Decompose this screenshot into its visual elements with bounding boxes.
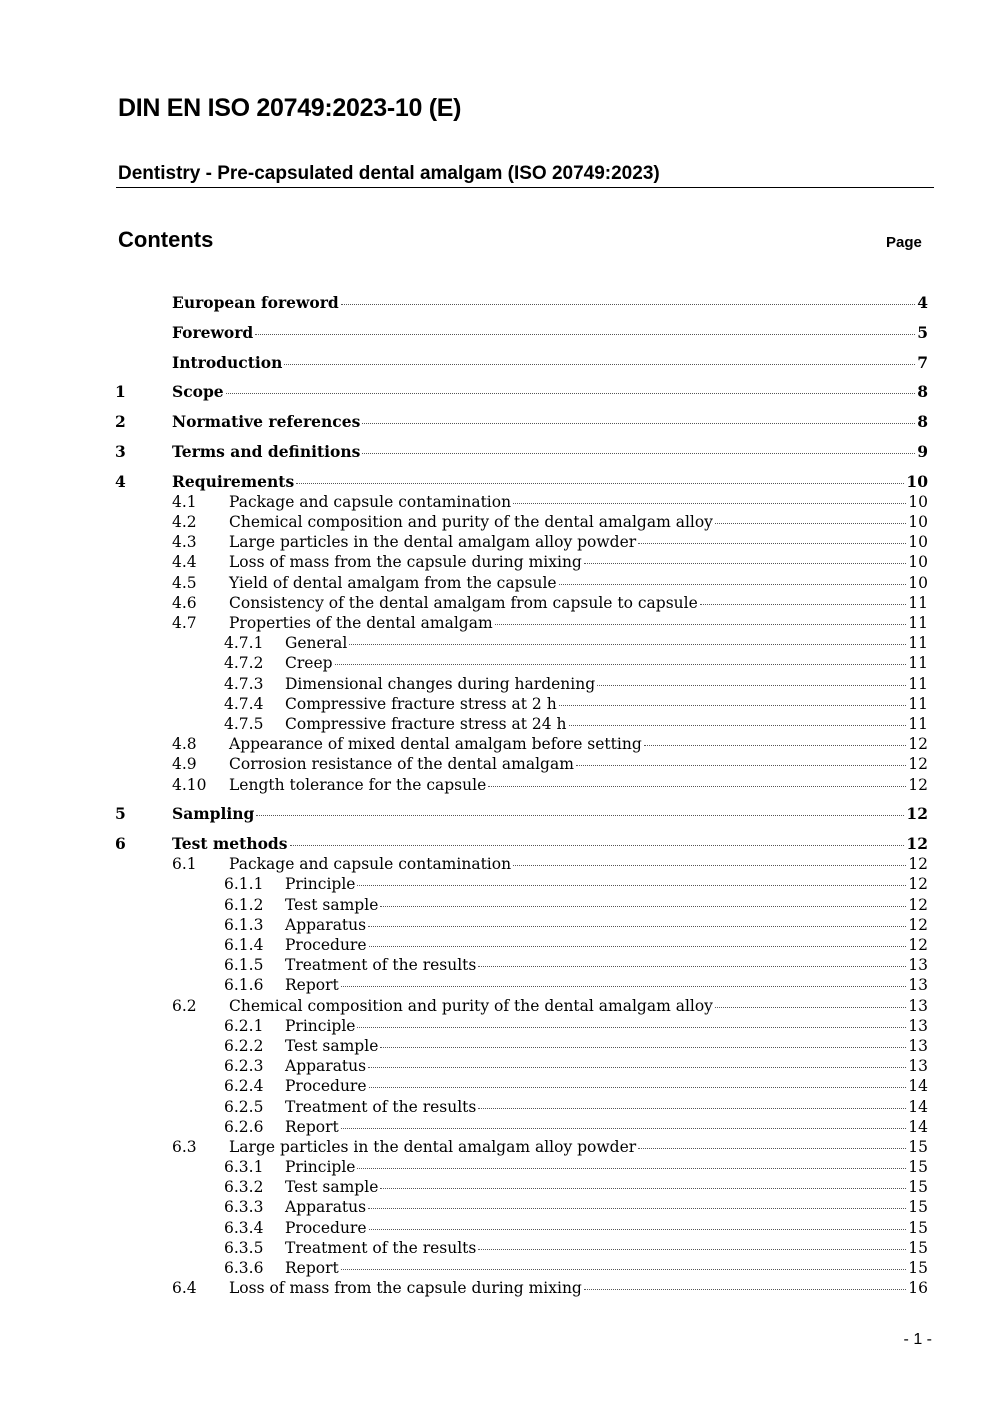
toc-entry[interactable] xyxy=(115,382,928,402)
toc-entry-page: 12 xyxy=(906,834,928,854)
toc-leader-dots xyxy=(495,624,907,625)
toc-leader-dots xyxy=(284,364,915,365)
toc-entry-number: 4.7 xyxy=(172,614,197,632)
toc-entry-title: Consistency of the dental amalgam from capsule to capsule xyxy=(229,593,698,612)
toc-entry-title: Apparatus xyxy=(285,915,367,934)
toc-entry-page: 10 xyxy=(908,553,928,572)
toc-entry-page: 12 xyxy=(908,775,928,794)
toc-entry-number: 3 xyxy=(115,441,126,461)
toc-entry[interactable] xyxy=(115,854,928,874)
toc-entry-title: Properties of the dental amalgam xyxy=(229,614,493,632)
toc-entry-number: 4.3 xyxy=(172,533,197,552)
toc-entry[interactable] xyxy=(115,1056,928,1076)
toc-entry-number: 6.2.2 xyxy=(224,1036,264,1055)
toc-entry[interactable] xyxy=(115,935,928,955)
toc-entry-title: Package and capsule contamination xyxy=(229,492,512,511)
toc-entry-title: Creep xyxy=(285,654,333,673)
toc-entry-title: European foreword xyxy=(172,293,339,312)
toc-entry-title: Test sample xyxy=(285,1036,379,1055)
toc-leader-dots xyxy=(368,1208,906,1209)
toc-entry-page: 11 xyxy=(908,593,928,612)
toc-entry[interactable] xyxy=(115,775,928,795)
toc-entry-number: 1 xyxy=(115,382,126,402)
toc-entry-title: Test methods xyxy=(172,834,288,854)
toc-entry-page: 13 xyxy=(908,976,928,995)
toc-leader-dots xyxy=(335,664,907,665)
toc-leader-dots xyxy=(488,786,906,787)
toc-entry-page: 14 xyxy=(908,1117,928,1136)
toc-entry-title: Treatment of the results xyxy=(285,1097,477,1116)
toc-entry-page: 15 xyxy=(908,1259,928,1277)
toc-entry-title: Treatment of the results xyxy=(285,1238,477,1257)
toc-leader-dots xyxy=(559,705,907,706)
toc-leader-dots xyxy=(368,1067,906,1068)
toc-entry-title: Apparatus xyxy=(285,1057,367,1076)
toc-leader-dots xyxy=(341,986,907,987)
toc-entry-number: 6.4 xyxy=(172,1279,197,1298)
toc-entry-number: 6.2.5 xyxy=(224,1097,264,1116)
toc-entry-title: Report xyxy=(285,1259,339,1277)
toc-entry-number: 6 xyxy=(115,834,126,854)
toc-entry[interactable] xyxy=(115,532,928,552)
toc-entry-number: 6.1.6 xyxy=(224,976,264,995)
toc-entry[interactable] xyxy=(115,975,928,995)
toc-entry-page: 11 xyxy=(908,674,928,693)
toc-entry-page: 15 xyxy=(908,1158,928,1177)
toc-entry-number: 6.3.6 xyxy=(224,1259,264,1277)
toc-entry-page: 13 xyxy=(908,996,928,1015)
toc-entry[interactable] xyxy=(115,293,928,313)
toc-entry-page: 13 xyxy=(908,1057,928,1076)
toc-entry[interactable] xyxy=(115,1218,928,1238)
toc-entry[interactable] xyxy=(115,1117,928,1137)
toc-entry-number: 4.6 xyxy=(172,593,197,612)
toc-entry-number: 6.3.1 xyxy=(224,1158,264,1177)
toc-entry-title: Terms and definitions xyxy=(172,441,361,461)
toc-leader-dots xyxy=(296,483,904,484)
toc-entry-page: 16 xyxy=(908,1279,928,1298)
toc-leader-dots xyxy=(226,393,916,394)
toc-entry[interactable] xyxy=(115,1076,928,1096)
toc-entry[interactable] xyxy=(115,512,928,532)
toc-entry-title: Procedure xyxy=(285,936,367,954)
toc-leader-dots xyxy=(362,453,915,454)
toc-leader-dots xyxy=(584,563,906,564)
toc-entry-page: 12 xyxy=(908,915,928,934)
toc-leader-dots xyxy=(380,1188,906,1189)
toc-entry-page: 8 xyxy=(917,382,928,402)
toc-entry[interactable] xyxy=(115,573,928,593)
toc-leader-dots xyxy=(256,815,904,816)
toc-entry[interactable] xyxy=(115,874,928,894)
toc-entry-page: 7 xyxy=(917,352,928,372)
toc-entry-page: 10 xyxy=(908,573,928,592)
toc-leader-dots xyxy=(357,885,906,886)
toc-entry-page: 12 xyxy=(906,804,928,824)
toc-entry-title: Apparatus xyxy=(285,1198,367,1217)
toc-entry[interactable] xyxy=(115,694,928,714)
toc-leader-dots xyxy=(357,1168,906,1169)
toc-entry-page: 15 xyxy=(908,1218,928,1237)
toc-leader-dots xyxy=(597,685,906,686)
toc-leader-dots xyxy=(380,906,906,907)
toc-leader-dots xyxy=(638,543,906,544)
toc-entry-title: Dimensional changes during hardening xyxy=(285,674,596,693)
toc-entry-title: Test sample xyxy=(285,895,379,914)
toc-entry-number: 2 xyxy=(115,412,126,432)
toc-entry[interactable] xyxy=(115,1197,928,1217)
toc-leader-dots xyxy=(569,725,907,726)
toc-entry-title: Requirements xyxy=(172,471,295,491)
toc-entry-number: 4.10 xyxy=(172,775,207,794)
toc-entry-number: 4.4 xyxy=(172,553,197,572)
toc-entry-number: 6.2.1 xyxy=(224,1016,264,1035)
toc-entry-title: General xyxy=(285,634,348,653)
toc-leader-dots xyxy=(341,304,915,305)
toc-entry-page: 12 xyxy=(908,735,928,754)
toc-entry-title: Compressive fracture stress at 24 h xyxy=(285,714,567,733)
toc-entry-number: 6.3.4 xyxy=(224,1218,264,1237)
toc-entry-title: Chemical composition and purity of the dental amalgam alloy xyxy=(229,513,713,532)
toc-entry-title: Introduction xyxy=(172,352,283,372)
toc-leader-dots xyxy=(341,1269,907,1270)
toc-leader-dots xyxy=(559,584,907,585)
toc-entry-number: 6.2 xyxy=(172,996,197,1015)
toc-entry[interactable] xyxy=(115,1137,928,1157)
toc-entry-page: 11 xyxy=(908,654,928,673)
toc-entry-number: 6.1.3 xyxy=(224,915,264,934)
toc-leader-dots xyxy=(513,503,906,504)
toc-entry-page: 8 xyxy=(917,412,928,432)
toc-entry-title: Package and capsule contamination xyxy=(229,855,512,874)
toc-entry[interactable] xyxy=(115,1016,928,1036)
toc-entry-title: Chemical composition and purity of the dental amalgam alloy xyxy=(229,996,713,1015)
toc-entry[interactable] xyxy=(115,804,928,824)
toc-leader-dots xyxy=(290,845,905,846)
toc-leader-dots xyxy=(576,765,906,766)
toc-entry-page: 5 xyxy=(917,322,928,342)
toc-entry[interactable] xyxy=(115,613,928,633)
toc-leader-dots xyxy=(357,1027,906,1028)
toc-entry-title: Treatment of the results xyxy=(285,956,477,975)
toc-entry-page: 15 xyxy=(908,1238,928,1257)
toc-entry-number: 4.9 xyxy=(172,755,197,774)
toc-leader-dots xyxy=(255,334,915,335)
toc-entry-number: 4.7.4 xyxy=(224,694,264,713)
document-subtitle: Dentistry - Pre-capsulated dental amalgam (ISO 20749:2023) xyxy=(118,163,660,184)
toc-entry-number: 6.3.5 xyxy=(224,1238,264,1257)
toc-entry-number: 4.2 xyxy=(172,513,197,532)
toc-entry[interactable] xyxy=(115,653,928,673)
toc-leader-dots xyxy=(369,1229,907,1230)
toc-entry-number: 4.7.2 xyxy=(224,654,264,673)
toc-entry-title: Compressive fracture stress at 2 h xyxy=(285,694,557,713)
contents-heading: Contents xyxy=(118,227,214,252)
header-rule xyxy=(116,187,934,188)
toc-entry-page: 11 xyxy=(908,634,928,653)
toc-entry-page: 11 xyxy=(908,694,928,713)
toc-entry-title: Report xyxy=(285,1117,339,1136)
document-id: DIN EN ISO 20749:2023-10 (E) xyxy=(118,94,462,122)
toc-entry-page: 15 xyxy=(908,1137,928,1156)
toc-entry-title: Large particles in the dental amalgam alloy powder xyxy=(229,1137,637,1156)
toc-entry-title: Loss of mass from the capsule during mixing xyxy=(229,553,582,572)
toc-leader-dots xyxy=(715,523,906,524)
toc-entry-number: 6.3.3 xyxy=(224,1198,264,1217)
toc-entry[interactable] xyxy=(115,1157,928,1177)
toc-entry-title: Procedure xyxy=(285,1077,367,1096)
toc-entry-title: Report xyxy=(285,976,339,995)
toc-leader-dots xyxy=(369,946,907,947)
toc-entry[interactable] xyxy=(115,834,928,854)
toc-leader-dots xyxy=(638,1148,906,1149)
toc-leader-dots xyxy=(349,644,906,645)
toc-entry-page: 10 xyxy=(908,533,928,552)
toc-entry-number: 6.1.5 xyxy=(224,956,264,975)
toc-entry-page: 12 xyxy=(908,755,928,774)
toc-entry-number: 4.8 xyxy=(172,735,197,754)
toc-entry-page: 11 xyxy=(908,714,928,733)
toc-leader-dots xyxy=(715,1007,906,1008)
toc-entry-title: Scope xyxy=(172,382,224,402)
toc-entry-number: 4 xyxy=(115,471,126,491)
toc-entry-title: Principle xyxy=(285,1158,356,1177)
toc-entry-number: 5 xyxy=(115,804,126,824)
toc-entry[interactable] xyxy=(115,1097,928,1117)
toc-leader-dots xyxy=(644,745,907,746)
toc-entry-title: Corrosion resistance of the dental amalgam xyxy=(229,755,574,774)
toc-leader-dots xyxy=(369,1087,907,1088)
toc-entry-page: 9 xyxy=(917,441,928,461)
toc-entry-number: 4.7.1 xyxy=(224,634,264,653)
toc-entry-page: 10 xyxy=(906,471,928,491)
toc-entry-number: 4.7.3 xyxy=(224,674,264,693)
toc-entry-page: 14 xyxy=(908,1077,928,1096)
page-column-label: Page xyxy=(886,234,922,251)
toc-leader-dots xyxy=(513,865,906,866)
toc-leader-dots xyxy=(362,423,915,424)
toc-entry[interactable] xyxy=(115,915,928,935)
toc-entry[interactable] xyxy=(115,955,928,975)
toc-entry-page: 12 xyxy=(908,936,928,954)
toc-entry-number: 6.1.4 xyxy=(224,936,264,954)
toc-leader-dots xyxy=(584,1289,906,1290)
footer-page-number: - 1 - xyxy=(903,1331,932,1348)
toc-entry-page: 10 xyxy=(908,492,928,511)
toc-entry-number: 6.3.2 xyxy=(224,1178,264,1197)
toc-entry-number: 4.5 xyxy=(172,573,197,592)
toc-entry-page: 13 xyxy=(908,1016,928,1035)
toc-entry-page: 4 xyxy=(917,293,928,312)
toc-entry-page: 12 xyxy=(908,895,928,914)
toc-entry[interactable] xyxy=(115,442,928,462)
toc-entry[interactable] xyxy=(115,714,928,734)
toc-entry[interactable] xyxy=(115,323,928,343)
toc-entry[interactable] xyxy=(115,412,928,432)
toc-entry[interactable] xyxy=(115,593,928,613)
toc-entry-number: 6.2.3 xyxy=(224,1057,264,1076)
toc-entry-page: 10 xyxy=(908,513,928,532)
toc-entry-title: Procedure xyxy=(285,1218,367,1237)
toc-entry-page: 12 xyxy=(908,855,928,874)
toc-entry-page: 13 xyxy=(908,956,928,975)
toc-entry[interactable] xyxy=(115,353,928,373)
toc-entry-number: 6.2.6 xyxy=(224,1117,264,1136)
toc-leader-dots xyxy=(368,926,906,927)
toc-entry-title: Large particles in the dental amalgam alloy powder xyxy=(229,533,637,552)
toc-entry-title: Sampling xyxy=(172,804,255,824)
toc-leader-dots xyxy=(700,604,906,605)
toc-leader-dots xyxy=(380,1047,906,1048)
toc-entry-page: 14 xyxy=(908,1097,928,1116)
toc-leader-dots xyxy=(478,966,906,967)
toc-entry-page: 13 xyxy=(908,1036,928,1055)
toc-entry-title: Principle xyxy=(285,1016,356,1035)
toc-entry-number: 6.2.4 xyxy=(224,1077,264,1096)
toc-entry[interactable] xyxy=(115,472,928,492)
toc-entry[interactable] xyxy=(115,674,928,694)
toc-entry-page: 15 xyxy=(908,1178,928,1197)
toc-entry-title: Appearance of mixed dental amalgam before setting xyxy=(229,735,642,754)
toc-entry-title: Foreword xyxy=(172,322,254,342)
toc-entry-number: 6.3 xyxy=(172,1137,197,1156)
toc-entry[interactable] xyxy=(115,1278,928,1298)
toc-entry-page: 15 xyxy=(908,1198,928,1217)
toc-entry-title: Loss of mass from the capsule during mixing xyxy=(229,1279,582,1298)
toc-entry[interactable] xyxy=(115,1238,928,1258)
toc-entry-number: 6.1 xyxy=(172,855,197,874)
toc-entry-number: 4.1 xyxy=(172,492,197,511)
toc-leader-dots xyxy=(341,1128,907,1129)
toc-entry[interactable] xyxy=(115,996,928,1016)
toc-entry-title: Principle xyxy=(285,875,356,894)
toc-entry-title: Test sample xyxy=(285,1178,379,1197)
toc-entry-title: Yield of dental amalgam from the capsule xyxy=(229,573,557,592)
toc-entry-page: 11 xyxy=(908,614,928,632)
toc-entry[interactable] xyxy=(115,633,928,653)
toc-entry[interactable] xyxy=(115,1177,928,1197)
toc-leader-dots xyxy=(478,1249,906,1250)
toc-entry[interactable] xyxy=(115,754,928,774)
toc-entry-title: Normative references xyxy=(172,412,361,432)
table-of-contents xyxy=(115,293,928,1298)
toc-entry-page: 12 xyxy=(908,875,928,894)
toc-entry[interactable] xyxy=(115,1258,928,1278)
toc-entry-number: 6.1.1 xyxy=(224,875,264,894)
toc-entry-number: 6.1.2 xyxy=(224,895,264,914)
toc-entry[interactable] xyxy=(115,552,928,572)
toc-leader-dots xyxy=(478,1108,906,1109)
toc-entry[interactable] xyxy=(115,492,928,512)
toc-entry[interactable] xyxy=(115,895,928,915)
toc-entry[interactable] xyxy=(115,734,928,754)
toc-entry-title: Length tolerance for the capsule xyxy=(229,775,487,794)
toc-entry-number: 4.7.5 xyxy=(224,714,264,733)
toc-entry[interactable] xyxy=(115,1036,928,1056)
